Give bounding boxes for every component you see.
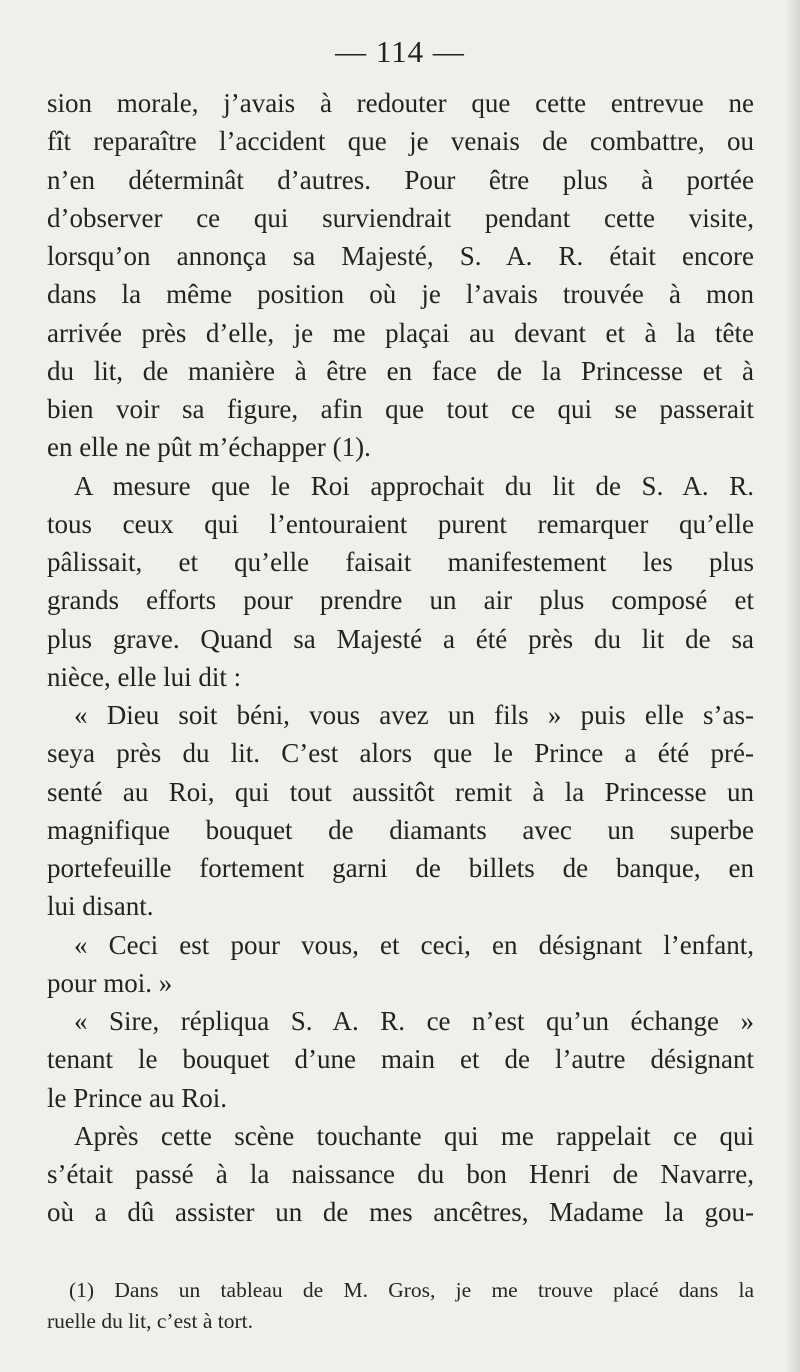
text-line: en elle ne pût m’échapper (1). — [47, 432, 371, 463]
text-line: senté au Roi, qui tout aussitôt remit à la Princesse un — [47, 776, 754, 807]
text-line: du lit, de manière à être en face de la Princesse et à — [47, 355, 754, 386]
text-line: arrivée près d’elle, je me plaçai au devant et à la tête — [47, 317, 754, 348]
paragraph — [47, 467, 754, 697]
footnote-line: ruelle du lit, c’est à tort. — [47, 1309, 253, 1333]
page-number: — 114 — — [335, 34, 465, 69]
text-line: lui disant. — [47, 891, 154, 922]
text-line: Après cette scène touchante qui me rappelait ce qui — [74, 1120, 754, 1151]
text-line: s’était passé à la naissance du bon Henri de Navarre, — [47, 1159, 754, 1189]
paragraph — [47, 1002, 754, 1117]
text-line: « Dieu soit béni, vous avez un fils » puis elle s’as- — [74, 700, 754, 730]
text-line: « Ceci est pour vous, et ceci, en désignant l’enfant, — [74, 929, 754, 960]
text-line: plus grave. Quand sa Majesté a été près du lit de sa — [47, 623, 754, 654]
text-line: « Sire, répliqua S. A. R. ce n’est qu’un échange » — [74, 1006, 754, 1036]
body-text — [47, 84, 754, 1232]
text-line: fît reparaître l’accident que je venais de combattre, ou — [47, 126, 754, 157]
text-line: A mesure que le Roi approchait du lit de S. A. R. — [74, 470, 754, 501]
paragraph — [47, 926, 754, 1003]
text-line: dans la même position où je l’avais trouvée à mon — [47, 279, 754, 310]
text-line: lorsqu’on annonça sa Majesté, S. A. R. était encore — [47, 241, 754, 271]
footnote — [47, 1275, 754, 1337]
text-line: grands efforts pour prendre un air plus composé et — [47, 585, 754, 616]
footnote-line: (1) Dans un tableau de M. Gros, je me trouve placé dans la — [69, 1278, 754, 1302]
text-line: où a dû assister un de mes ancêtres, Madame la gou- — [47, 1197, 754, 1228]
page-edge-shadow — [786, 0, 800, 1372]
text-line: pour moi. » — [47, 967, 173, 998]
paragraph — [47, 84, 754, 467]
text-line: seya près du lit. C’est alors que le Prince a été pré- — [47, 738, 754, 769]
paragraph — [47, 696, 754, 926]
text-line: portefeuille fortement garni de billets de banque, en — [47, 853, 754, 883]
text-line: d’observer ce qui surviendrait pendant cette visite, — [47, 202, 754, 233]
text-line: n’en déterminât d’autres. Pour être plus à portée — [47, 164, 754, 195]
text-line: le Prince au Roi. — [47, 1082, 227, 1113]
text-line: bien voir sa figure, afin que tout ce qui se passerait — [47, 394, 754, 424]
text-line: magnifique bouquet de diamants avec un superbe — [47, 814, 754, 845]
text-line: tous ceux qui l’entouraient purent remarquer qu’elle — [47, 508, 754, 539]
text-line: tenant le bouquet d’une main et de l’autre désignant — [47, 1044, 754, 1075]
text-line: pâlissait, et qu’elle faisait manifestement les plus — [47, 547, 754, 577]
text-line: sion morale, j’avais à redouter que cette entrevue ne — [47, 88, 754, 118]
text-line: nièce, elle lui dit : — [47, 661, 242, 692]
paragraph — [47, 1117, 754, 1232]
